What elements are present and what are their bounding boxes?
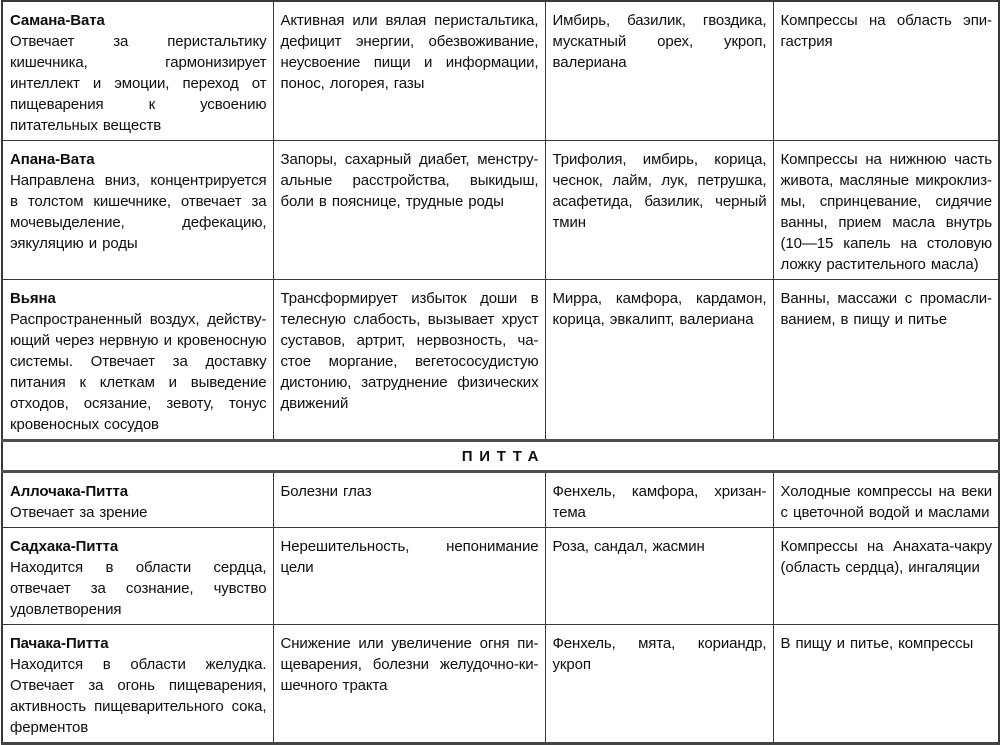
herbs-cell: Фенхель, камфора, хризантема — [545, 472, 773, 528]
symptoms-cell: Запоры, сахарный диабет, менструальные расстройства, выкидыш, боли в пояснице, трудные роды — [273, 141, 545, 280]
dosha-title: Аллочака-Питта — [10, 483, 129, 500]
dosha-title: Садхака-Питта — [10, 538, 119, 555]
table-row-allochaka-pitta — [2, 472, 999, 528]
herbs-cell: Мирра, камфора, кардамон, корица, эвкалипт, валериана — [545, 280, 773, 441]
section-header-pitta: ПИТТА — [2, 441, 999, 472]
dosha-cell — [2, 141, 273, 280]
procedures-cell: Компрессы на Анахата-чакру (область сердца), ингаляции — [773, 528, 999, 625]
dosha-description: Находится в области желудка. Отвечает за огонь пищеварения, активность пищеварительного сока, ферментов — [10, 656, 267, 736]
symptoms-cell: Трансформирует избыток доши в телесную слабость, вызывает хруст суставов, артрит, нервозность, частое моргание, вегетососудистую дистонию, затруднение физических движений — [273, 280, 545, 441]
procedures-cell: Компрессы на область эпигастрия — [773, 1, 999, 141]
procedures-cell: Холодные компрессы на веки с цветочной водой и маслами — [773, 472, 999, 528]
table-row-pachaka-pitta — [2, 625, 999, 744]
dosha-description: Распространенный воздух, действующий через нервную и кровеносную системы. Отвечает за доставку питания к клеткам и выведение отходов, осязание, зевоту, тонус кровеносных сосудов — [10, 311, 267, 433]
dosha-title: Вьяна — [10, 290, 56, 307]
dosha-title: Самана-Вата — [10, 12, 105, 29]
table-row-samana-vata — [2, 1, 999, 141]
symptoms-cell: Болезни глаз — [273, 472, 545, 528]
dosha-cell — [2, 472, 273, 528]
dosha-description: Находится в области сердца, отвечает за сознание, чувство удовлетворения — [10, 559, 267, 618]
herbs-cell: Трифолия, имбирь, корица, чеснок, лайм, лук, петрушка, асафетида, базилик, черный тмин — [545, 141, 773, 280]
dosha-cell — [2, 1, 273, 141]
symptoms-cell: Активная или вялая перистальтика, дефицит энергии, обезвоживание, неусвоение пищи и информации, понос, логорея, газы — [273, 1, 545, 141]
dosha-title: Пачака-Питта — [10, 635, 109, 652]
symptoms-cell: Нерешительность, непонимание цели — [273, 528, 545, 625]
table-row-sadhaka-pitta — [2, 528, 999, 625]
herbs-cell: Роза, сандал, жасмин — [545, 528, 773, 625]
procedures-cell: Компрессы на нижнюю часть живота, масляные микроклизмы, спринцевание, сидячие ванны, прием масла внутрь (10—15 капель на столовую ложку растительного масла) — [773, 141, 999, 280]
procedures-cell: В пищу и питье, компрессы — [773, 625, 999, 744]
dosha-description: Направлена вниз, концентрируется в толстом кишечнике, отвечает за мочевыделение, дефекацию, эякуляцию и роды — [10, 172, 267, 252]
symptoms-cell: Снижение или увеличение огня пищеварения, болезни желудочно-кишечного тракта — [273, 625, 545, 744]
table-row-vyana — [2, 280, 999, 441]
dosha-description: Отвечает за перистальтику кишечника, гармонизирует интеллект и эмоции, переход от пищеварения к усвоению питательных веществ — [10, 33, 267, 134]
dosha-cell — [2, 625, 273, 744]
dosha-cell — [2, 280, 273, 441]
dosha-cell — [2, 528, 273, 625]
ayurveda-dosha-table — [1, 0, 1000, 745]
table-row-apana-vata — [2, 141, 999, 280]
herbs-cell: Имбирь, базилик, гвоздика, мускатный орех, укроп, валериана — [545, 1, 773, 141]
herbs-cell: Фенхель, мята, кориандр, укроп — [545, 625, 773, 744]
section-header-row-pitta — [2, 441, 999, 472]
dosha-description: Отвечает за зрение — [10, 504, 148, 521]
dosha-title: Апана-Вата — [10, 151, 95, 168]
procedures-cell: Ванны, массажи с промасливанием, в пищу и питье — [773, 280, 999, 441]
